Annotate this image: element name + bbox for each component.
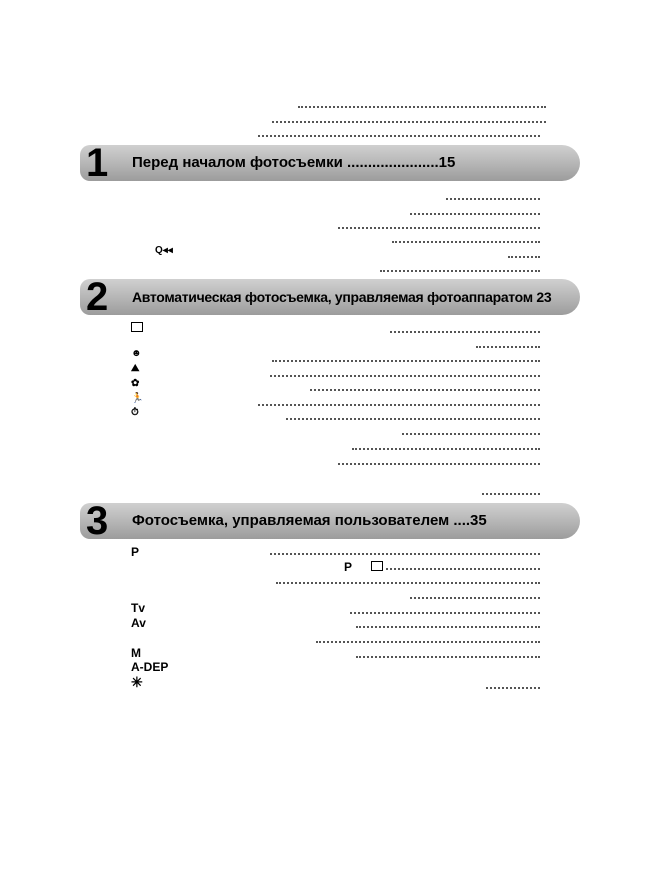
- toc-leader: [298, 98, 546, 108]
- section-1-number: 1: [86, 141, 108, 185]
- toc-leader: [390, 323, 540, 333]
- section-3-number: 3: [86, 499, 108, 543]
- toc-leader: [258, 396, 540, 406]
- section-1-title: Перед началом фотосъемки ......................15: [132, 154, 456, 171]
- toc-leader: [402, 425, 540, 435]
- toc-leader: [286, 410, 540, 420]
- single-frame-icon: [131, 322, 143, 332]
- toc-leader: [392, 233, 540, 243]
- toc-leader: [350, 604, 540, 614]
- section-2-header: [80, 275, 580, 319]
- bulb-icon: ✳: [131, 674, 143, 690]
- toc-leader: [508, 248, 540, 258]
- toc-leader: [270, 367, 540, 377]
- toc-leader: [482, 485, 540, 495]
- toc-leader: [316, 633, 540, 643]
- section-2-number: 2: [86, 275, 108, 319]
- self-timer-icon: ⏱: [131, 407, 139, 418]
- toc-leader: [476, 338, 540, 348]
- aperture-priority-icon: Av: [131, 616, 146, 630]
- toc-leader: [352, 440, 540, 450]
- toc-leader: [356, 618, 540, 628]
- manual-mode-icon: M: [131, 646, 141, 660]
- toc-leader: [276, 574, 540, 584]
- a-dep-mode-icon: A-DEP: [131, 660, 169, 674]
- toc-leader: [310, 381, 540, 391]
- toc-leader: [356, 648, 540, 658]
- toc-leader: [258, 127, 540, 137]
- toc-leader: [338, 219, 540, 229]
- portrait-icon: ☻: [131, 348, 142, 359]
- program-mode-inline-icon: P: [344, 560, 353, 574]
- section-2-title: Автоматическая фотосъемка, управляемая фотоаппаратом 23: [132, 289, 552, 305]
- section-1-header: [80, 141, 580, 185]
- program-mode-icon: P: [131, 545, 140, 559]
- toc-leader: [272, 113, 546, 123]
- toc-leader: [446, 190, 540, 200]
- close-up-icon: ✿: [131, 378, 140, 389]
- landscape-icon: ⛰: [131, 363, 140, 374]
- toc-leader: [272, 352, 540, 362]
- toc-leader: [380, 262, 540, 272]
- single-frame-inline-icon: [371, 561, 383, 571]
- toc-leader: [338, 455, 540, 465]
- section-3-title: Фотосъемка, управляемая пользователем ....35: [132, 512, 487, 529]
- section-3-header: [80, 499, 580, 543]
- toc-leader: [486, 679, 540, 689]
- toc-leader: [270, 545, 540, 555]
- toc-leader: [410, 589, 540, 599]
- toc-leader: [386, 560, 540, 570]
- shutter-priority-icon: Tv: [131, 601, 146, 615]
- quick-review-icon: Q◂◂: [155, 245, 173, 256]
- toc-leader: [410, 205, 540, 215]
- sports-icon: 🏃: [131, 393, 144, 404]
